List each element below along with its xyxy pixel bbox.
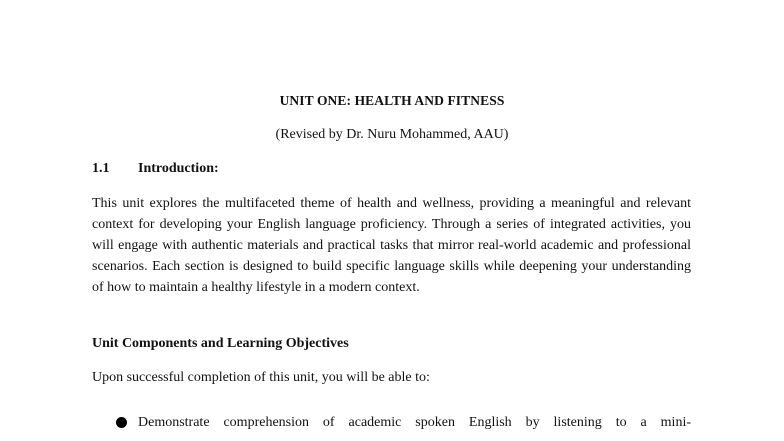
intro-paragraph: This unit explores the multifaceted theme of health and wellness, providing a meaningful and relevant context for developing your English language proficiency. Through a series of integrated activities, you will engage with authentic materials and practical tasks that mirror real-world academic and professional scenarios. Each section is designed to build specific language skills while deepening your understanding of how to maintain a healthy lifestyle in a modern context. bbox=[92, 196, 691, 295]
objectives-list bbox=[116, 412, 691, 433]
list-item bbox=[116, 412, 691, 433]
unit-title: UNIT ONE: HEALTH AND FITNESS bbox=[279, 93, 505, 108]
bullet-icon bbox=[116, 417, 127, 428]
section-title: Introduction: bbox=[138, 161, 219, 176]
section-number: 1.1 bbox=[92, 161, 110, 176]
components-heading: Unit Components and Learning Objectives bbox=[92, 336, 349, 351]
revision-note: (Revised by Dr. Nuru Mohammed, AAU) bbox=[275, 127, 509, 142]
objectives-lead: Upon successful completion of this unit, you will be able to: bbox=[92, 370, 430, 385]
objective-text: Demonstrate comprehension of academic spoken English by listening to a mini- bbox=[138, 415, 691, 430]
section-heading bbox=[92, 161, 219, 177]
